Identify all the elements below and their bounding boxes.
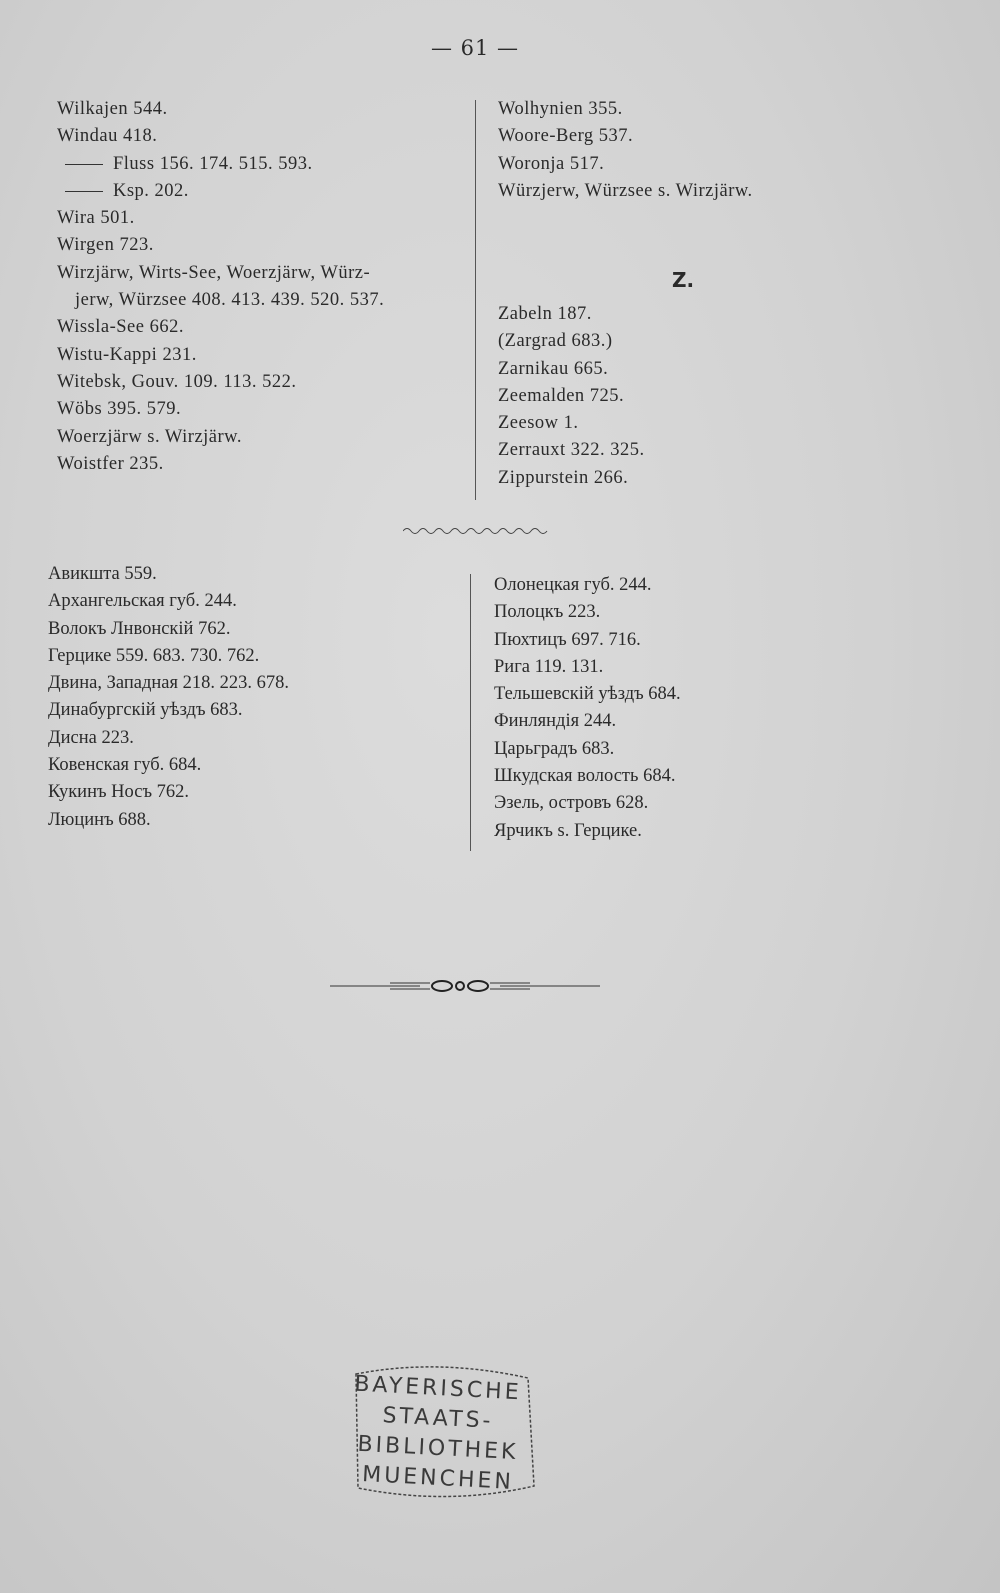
index-entry — [57, 287, 384, 314]
index-entry-text: Дисна 223. — [48, 727, 134, 748]
index-entry — [57, 314, 384, 341]
index-entry — [48, 725, 289, 752]
index-entry-text: Ярчикъ s. Герцике. — [494, 820, 642, 841]
index-entry-text: Wirzjärw, Wirts-See, Woerzjärw, Würz- — [57, 262, 371, 283]
index-entry-text: Wilkajen 544. — [57, 99, 168, 119]
index-entry — [48, 779, 289, 806]
index-entry — [498, 328, 645, 355]
index-entry — [57, 260, 384, 287]
index-entry — [57, 369, 384, 396]
index-entry — [494, 790, 681, 817]
ditto-dash — [65, 191, 103, 192]
index-entry — [48, 697, 289, 724]
index-entry-text: Witebsk, Gouv. 109. 113. 522. — [57, 371, 297, 392]
index-entry-text: Тельшевскій уѣздъ 684. — [494, 684, 681, 705]
index-entry-text: Эзель, островъ 628. — [494, 793, 649, 814]
index-entry-text: Волокъ Лнвонскій 762. — [48, 618, 231, 639]
index-entry-text: Авикшта 559. — [48, 564, 157, 584]
index-column-bottom-right — [494, 572, 681, 845]
index-entry — [48, 670, 289, 697]
stamp-line-2: STAATS- — [381, 1403, 495, 1434]
index-entry — [48, 588, 289, 615]
index-entry — [48, 807, 289, 834]
index-entry-text: Люцинъ 688. — [48, 809, 151, 830]
index-entry-text: Wöbs 395. 579. — [57, 399, 182, 420]
index-entry-text: Wissla-See 662. — [57, 317, 184, 338]
index-entry — [494, 681, 681, 708]
index-entry-text: Архангельская губ. 244. — [48, 591, 237, 612]
index-entry — [57, 205, 384, 232]
column-divider-top — [475, 100, 476, 500]
letter-heading-z: Z. — [672, 268, 695, 292]
index-entry — [57, 96, 384, 123]
index-entry-text: Wistu-Kappi 231. — [57, 344, 197, 365]
index-entry-text: Wolhynien 355. — [498, 99, 623, 119]
index-entry-text: Zabeln 187. — [498, 304, 592, 324]
index-entry-text: Zippurstein 266. — [498, 467, 629, 488]
index-entry — [498, 356, 645, 383]
index-entry — [498, 437, 645, 464]
index-entry-text: Würzjerw, Würzsee s. Wirzjärw. — [498, 180, 753, 201]
end-ornament — [330, 976, 600, 996]
index-entry-text: Олонецкая губ. 244. — [494, 575, 652, 595]
index-entry-text: Динабургскій уѣздъ 683. — [48, 700, 243, 721]
index-entry-text: Fluss 156. 174. 515. 593. — [113, 153, 313, 174]
index-entry — [498, 96, 753, 123]
index-column-z-entries — [498, 301, 645, 492]
index-entry — [57, 424, 384, 451]
index-entry — [57, 178, 384, 205]
index-entry-text: Ковенская губ. 684. — [48, 755, 202, 776]
index-entry-text: (Zargrad 683.) — [498, 331, 613, 352]
stamp-line-3: BIBLIOTHEK — [356, 1431, 520, 1466]
index-entry-text: Шкудская волость 684. — [494, 766, 676, 787]
index-entry — [494, 763, 681, 790]
index-entry — [48, 616, 289, 643]
index-entry-text: Zerrauxt 322. 325. — [498, 440, 645, 461]
library-stamp — [328, 1356, 548, 1516]
index-entry — [57, 123, 384, 150]
index-entry — [57, 232, 384, 259]
index-entry — [57, 451, 384, 478]
index-entry — [494, 599, 681, 626]
index-entry-text: Woronja 517. — [498, 153, 605, 174]
index-column-top-left — [57, 96, 384, 478]
index-entry — [494, 627, 681, 654]
stamp-line-4: MUENCHEN — [361, 1462, 515, 1495]
index-entry-text: Пюхтицъ 697. 716. — [494, 629, 641, 650]
index-entry — [57, 151, 384, 178]
page-number: — 61 — — [430, 36, 520, 60]
index-entry-text: Ksp. 202. — [113, 180, 189, 201]
index-column-bottom-left — [48, 561, 289, 834]
index-entry — [494, 818, 681, 845]
index-entry-text: Zeemalden 725. — [498, 385, 625, 406]
index-entry-text: Царьградъ 683. — [494, 738, 615, 759]
index-entry-text: jerw, Würzsee 408. 413. 439. 520. 537. — [75, 290, 385, 311]
index-column-top-right — [498, 96, 753, 205]
index-entry — [498, 123, 753, 150]
index-entry-text: Финляндія 244. — [494, 711, 617, 732]
index-entry — [494, 654, 681, 681]
index-entry — [494, 736, 681, 763]
index-entry-text: Wirgen 723. — [57, 235, 154, 256]
index-entry — [57, 342, 384, 369]
index-entry-text: Полоцкъ 223. — [494, 602, 601, 623]
index-entry-text: Woore-Berg 537. — [498, 126, 634, 147]
index-entry-text: Герцике 559. 683. 730. 762. — [48, 645, 260, 666]
index-entry — [498, 301, 645, 328]
index-entry-text: Двина, Западная 218. 223. 678. — [48, 673, 289, 694]
index-entry-text: Рига 119. 131. — [494, 656, 604, 677]
index-entry-text: Кукинъ Носъ 762. — [48, 782, 190, 803]
index-entry-text: Woerzjärw s. Wirzjärw. — [57, 426, 242, 447]
index-entry — [57, 396, 384, 423]
index-entry — [494, 708, 681, 735]
index-entry — [498, 178, 753, 205]
index-entry-text: Windau 418. — [57, 126, 158, 147]
index-entry — [498, 383, 645, 410]
stamp-line-1: BAYERISCHE — [353, 1371, 523, 1406]
wavy-separator — [403, 525, 553, 537]
index-entry — [494, 572, 681, 599]
ditto-dash — [65, 164, 103, 165]
column-divider-bottom — [470, 574, 471, 851]
index-entry — [48, 561, 289, 588]
index-entry — [48, 752, 289, 779]
index-entry — [498, 151, 753, 178]
index-entry — [48, 643, 289, 670]
index-entry-text: Wira 501. — [57, 208, 135, 229]
index-entry-text: Woistfer 235. — [57, 453, 164, 474]
index-entry — [498, 410, 645, 437]
index-entry-text: Zeesow 1. — [498, 413, 579, 434]
index-entry-text: Zarnikau 665. — [498, 358, 609, 379]
index-entry — [498, 465, 645, 492]
